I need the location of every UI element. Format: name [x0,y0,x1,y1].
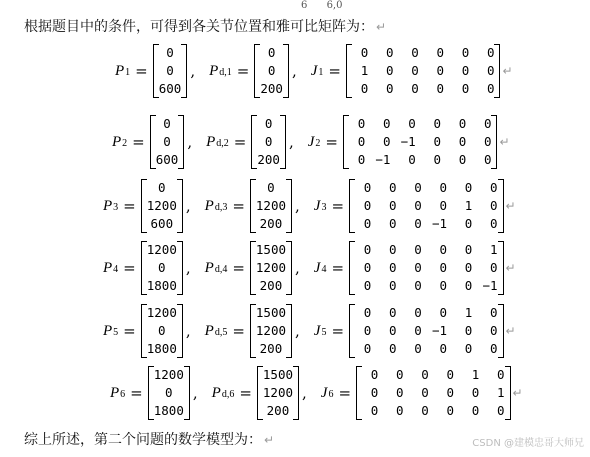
paragraph-mark-icon: ↵ [376,20,387,34]
position-label-base: P [110,384,120,401]
equals-sign: = [236,62,250,80]
matrix-entry: 0 [414,198,422,213]
matrix-entry: 1 [471,367,480,382]
matrix-entry: 0 [396,367,404,382]
jacobian-label [314,323,327,340]
jacobian-matrix [349,179,504,233]
paragraph-mark-icon: ↵ [505,261,516,275]
desired-position-label [205,198,228,215]
jacobian-label-base: J [313,259,321,276]
matrix-entry: 1800 [146,341,177,356]
equation-row-1 [115,42,513,100]
summary-text: 综上所述，第二个问题的数学模型为： [24,432,262,448]
equation-row-3 [103,177,516,235]
matrix-entry: 0 [411,81,419,96]
matrix-entry: 0 [464,180,473,195]
matrix-entry: 0 [267,63,276,78]
desired-position-label-subscript: d,3 [214,201,228,213]
desired-position-label-subscript: d,6 [221,388,235,400]
matrix-entry: 0 [464,278,473,293]
jacobian-matrix [346,44,501,98]
equals-sign: = [232,322,245,340]
matrix-entry: 200 [260,81,283,96]
desired-position-label [209,63,232,80]
matrix-entry: 0 [464,323,473,338]
desired-position-vector [257,366,299,420]
paragraph-mark-icon: ↵ [505,199,516,213]
matrix-entry: 0 [497,367,505,382]
position-label-base: P [103,259,113,276]
matrix-entry: 1800 [153,403,184,418]
matrix-entry: 0 [490,323,498,338]
matrix-entry: 0 [389,260,397,275]
jacobian-label-subscript: 4 [321,263,327,275]
matrix-entry: 1200 [255,198,286,213]
matrix-entry: 0 [436,63,444,78]
position-label-subscript: 6 [120,388,126,400]
matrix-entry: 0 [357,152,366,167]
matrix-entry: 600 [155,152,179,167]
jacobian-matrix-entries [355,241,498,295]
desired-position-vector [250,179,292,233]
matrix-entry: 0 [360,45,369,60]
matrix-entry: 0 [439,198,448,213]
matrix-entry: 0 [389,242,397,257]
paragraph-mark-icon: ↵ [264,433,275,447]
matrix-entry: 0 [414,278,422,293]
matrix-entry: 0 [458,134,467,149]
matrix-entry: 0 [414,305,422,320]
matrix-entry: 0 [414,216,422,231]
top-formula-fragment: 6 6,0 [301,0,343,11]
jacobian-label-base: J [310,62,318,79]
matrix-entry: 0 [264,116,273,131]
comma: , [295,322,300,340]
jacobian-label [321,385,334,402]
watermark: CSDN @建模忠哥大师兄 [472,438,584,449]
comma: , [185,197,191,215]
matrix-entry: 0 [163,116,171,131]
jacobian-label [308,134,321,151]
matrix-entry: 0 [486,63,495,78]
matrix-entry: 0 [439,180,448,195]
equation-row-5 [103,302,516,360]
matrix-entry: 0 [464,216,473,231]
desired-position-vector-entries [263,366,293,420]
position-vector-entries [159,44,182,98]
matrix-entry: 0 [464,242,473,257]
position-label-base: P [103,322,113,339]
equals-sign: = [325,133,338,151]
position-vector [141,179,183,233]
equals-sign: = [123,322,136,340]
position-vector [148,366,190,420]
equals-sign: = [233,133,247,151]
matrix-entry: 1500 [255,305,286,320]
matrix-entry: 0 [411,63,419,78]
comma: , [291,62,297,80]
comma: , [187,133,193,151]
desired-position-label-base: P [204,197,214,214]
desired-position-label-base: P [211,384,221,401]
matrix-entry: 0 [439,305,448,320]
matrix-entry: 0 [264,134,273,149]
desired-position-vector-entries [256,179,286,233]
matrix-entry: 1500 [262,367,293,382]
matrix-entry: 1200 [262,385,293,400]
matrix-entry: −1 [375,152,391,167]
equation-row-4 [103,239,516,297]
position-label [103,323,118,340]
matrix-entry: 0 [363,305,372,320]
desired-position-vector-entries [260,44,283,98]
matrix-entry: 0 [408,152,416,167]
matrix-entry: 0 [363,180,372,195]
matrix-entry: 200 [259,216,283,231]
desired-position-label [212,385,235,402]
matrix-entry: 1200 [146,305,177,320]
matrix-entry: 0 [363,242,372,257]
desired-position-label-subscript: d,4 [214,263,228,275]
position-label-subscript: 1 [125,66,131,78]
matrix-entry: 0 [363,323,372,338]
matrix-entry: 0 [370,367,379,382]
comma: , [302,384,307,402]
position-vector [141,241,183,295]
desired-position-label-subscript: d,2 [216,137,229,149]
jacobian-matrix-entries [352,44,495,98]
comma: , [185,259,191,277]
matrix-entry: 0 [385,63,394,78]
equation-row-6 [110,364,523,422]
matrix-entry: 0 [433,116,441,131]
matrix-entry: 0 [421,367,429,382]
jacobian-label [314,260,327,277]
matrix-entry: 0 [421,403,429,418]
matrix-entry: 0 [370,385,379,400]
matrix-entry: 200 [266,403,290,418]
jacobian-label [314,198,327,215]
matrix-entry: 0 [166,45,174,60]
matrix-entry: 0 [433,134,441,149]
equals-sign: = [239,384,252,402]
matrix-entry: 0 [446,367,455,382]
jacobian-matrix [356,366,511,420]
matrix-entry: 0 [490,305,498,320]
matrix-entry: 0 [486,81,495,96]
matrix-entry: 0 [382,134,391,149]
matrix-entry: 0 [158,323,166,338]
position-label-subscript: 2 [122,137,128,149]
jacobian-label-base: J [320,384,328,401]
position-label-base: P [115,62,125,79]
desired-position-vector-entries [256,304,286,358]
matrix-entry: 0 [464,260,473,275]
matrix-entry: 1800 [146,278,177,293]
matrix-entry: 0 [357,116,366,131]
matrix-entry: −1 [431,323,448,338]
matrix-entry: 1 [464,198,473,213]
equals-sign: = [232,197,245,215]
position-vector [141,304,183,358]
matrix-entry: 0 [439,260,448,275]
matrix-entry: 600 [158,81,182,96]
matrix-entry: 1200 [146,242,177,257]
matrix-entry: 0 [158,180,166,195]
desired-position-label [205,323,228,340]
matrix-entry: 0 [414,260,422,275]
jacobian-matrix [349,304,504,358]
matrix-entry: 0 [483,152,492,167]
paragraph-mark-icon: ↵ [502,64,513,78]
matrix-entry: 0 [389,341,397,356]
matrix-entry: 0 [389,216,397,231]
position-label [103,260,118,277]
matrix-entry: 0 [436,81,444,96]
matrix-entry: 0 [382,116,391,131]
matrix-entry: −1 [431,216,448,231]
matrix-entry: 1200 [146,198,177,213]
desired-position-label-subscript: d,5 [214,326,228,338]
comma: , [185,322,191,340]
matrix-entry: 0 [439,341,448,356]
comma: , [190,62,196,80]
matrix-entry: 0 [360,81,369,96]
matrix-entry: 0 [389,305,397,320]
matrix-entry: 0 [158,260,166,275]
matrix-entry: 0 [461,45,470,60]
matrix-entry: 0 [357,134,366,149]
matrix-entry: 0 [411,45,419,60]
matrix-entry: 0 [396,403,404,418]
matrix-entry: 0 [471,385,480,400]
intro-paragraph [24,16,386,36]
matrix-entry: 1 [497,385,505,400]
position-vector-entries [147,179,177,233]
matrix-entry: 0 [267,45,276,60]
matrix-entry: 0 [408,116,416,131]
position-label [112,134,127,151]
matrix-entry: 0 [414,180,422,195]
desired-position-vector [250,304,292,358]
comma: , [192,384,198,402]
matrix-entry: 0 [471,403,480,418]
matrix-entry: 1 [490,242,498,257]
matrix-entry: 0 [363,198,372,213]
equals-sign: = [132,133,145,151]
position-label-subscript: 3 [113,201,119,213]
equals-sign: = [232,259,245,277]
matrix-entry: 0 [433,152,441,167]
position-label [110,385,125,402]
desired-position-label [205,260,228,277]
matrix-entry: 0 [461,81,470,96]
jacobian-matrix-entries [355,304,498,358]
desired-position-label-base: P [209,62,219,79]
comma: , [295,259,300,277]
jacobian-label-subscript: 5 [321,326,327,338]
equals-sign: = [331,322,345,340]
matrix-entry: 1200 [255,323,286,338]
matrix-entry: 0 [389,180,397,195]
equals-sign: = [338,384,352,402]
matrix-entry: 0 [483,134,492,149]
intro-text: 根据题目中的条件，可得到各关节位置和雅可比矩阵为： [24,19,374,35]
matrix-entry: 0 [414,323,422,338]
equals-sign: = [123,197,136,215]
equals-sign: = [328,62,341,80]
matrix-entry: 0 [464,341,473,356]
position-label-subscript: 4 [113,263,119,275]
equals-sign: = [130,384,143,402]
summary-paragraph [24,429,274,449]
matrix-entry: 0 [396,385,404,400]
jacobian-label-subscript: 6 [328,388,334,400]
matrix-entry: 1200 [255,260,286,275]
desired-position-label-subscript: d,1 [219,66,232,78]
equals-sign: = [331,197,345,215]
equals-sign: = [331,259,345,277]
jacobian-label-subscript: 2 [315,137,321,149]
position-label-subscript: 5 [113,326,119,338]
matrix-entry: 200 [257,152,280,167]
matrix-entry: 1500 [255,242,286,257]
matrix-entry: 0 [389,278,397,293]
matrix-entry: 0 [446,403,455,418]
position-vector-entries [156,115,179,169]
matrix-entry: −1 [482,278,498,293]
matrix-entry: 0 [439,278,448,293]
matrix-entry: 200 [259,341,283,356]
paragraph-mark-icon: ↵ [512,386,523,400]
matrix-entry: 0 [163,134,171,149]
position-label-base: P [103,197,113,214]
paragraph-mark-icon: ↵ [505,324,516,338]
matrix-entry: 0 [165,385,173,400]
matrix-entry: 0 [490,260,498,275]
desired-position-vector-entries [256,241,286,295]
matrix-entry: 0 [363,278,372,293]
position-vector [150,115,185,169]
jacobian-label-subscript: 1 [318,66,324,78]
matrix-entry: 0 [385,81,394,96]
jacobian-matrix-entries [362,366,505,420]
matrix-entry: 1200 [153,367,184,382]
matrix-entry: 1 [464,305,473,320]
desired-position-vector [250,241,292,295]
desired-position-vector [254,44,289,98]
matrix-entry: 0 [414,242,422,257]
matrix-entry: 0 [490,216,498,231]
position-label [115,63,130,80]
matrix-entry: 0 [267,180,275,195]
matrix-entry: 0 [446,385,455,400]
jacobian-matrix-entries [349,115,492,169]
jacobian-label-base: J [313,197,321,214]
comma: , [295,197,300,215]
matrix-entry: 0 [363,216,372,231]
matrix-entry: 0 [385,45,394,60]
position-vector-entries [154,366,184,420]
desired-position-label-base: P [204,259,214,276]
matrix-entry: 0 [458,152,467,167]
matrix-entry: 200 [259,278,283,293]
matrix-entry: 0 [414,341,422,356]
matrix-entry: 0 [370,403,379,418]
matrix-entry: 1 [360,63,369,78]
position-vector [153,44,188,98]
desired-position-label [206,134,229,151]
matrix-entry: 0 [439,242,448,257]
jacobian-label-subscript: 3 [321,201,327,213]
matrix-entry: −1 [400,134,416,149]
matrix-entry: 0 [421,385,429,400]
equals-sign: = [123,259,136,277]
equals-sign: = [135,62,148,80]
matrix-entry: 0 [436,45,444,60]
jacobian-matrix [343,115,498,169]
position-vector-entries [147,304,177,358]
matrix-entry: 0 [490,341,498,356]
paragraph-mark-icon: ↵ [499,135,510,149]
matrix-entry: 0 [389,323,397,338]
matrix-entry: 0 [166,63,174,78]
equation-row-2 [112,113,510,171]
jacobian-matrix-entries [355,179,498,233]
matrix-entry: 0 [497,403,505,418]
matrix-entry: 0 [363,341,372,356]
matrix-entry: 600 [150,216,174,231]
matrix-entry: 0 [363,260,372,275]
jacobian-label-base: J [313,322,321,339]
jacobian-label-base: J [307,133,315,150]
desired-position-label-base: P [206,133,216,150]
matrix-entry: 0 [490,180,498,195]
position-vector-entries [147,241,177,295]
matrix-entry: 0 [461,63,470,78]
comma: , [288,133,294,151]
matrix-entry: 0 [490,198,498,213]
matrix-entry: 0 [483,116,492,131]
matrix-entry: 0 [458,116,467,131]
desired-position-label-base: P [204,322,214,339]
position-label-base: P [112,133,122,150]
jacobian-label [311,63,324,80]
desired-position-vector [251,115,286,169]
jacobian-matrix [349,241,504,295]
matrix-entry: 0 [389,198,397,213]
matrix-entry: 0 [486,45,495,60]
desired-position-vector-entries [257,115,280,169]
position-label [103,198,118,215]
